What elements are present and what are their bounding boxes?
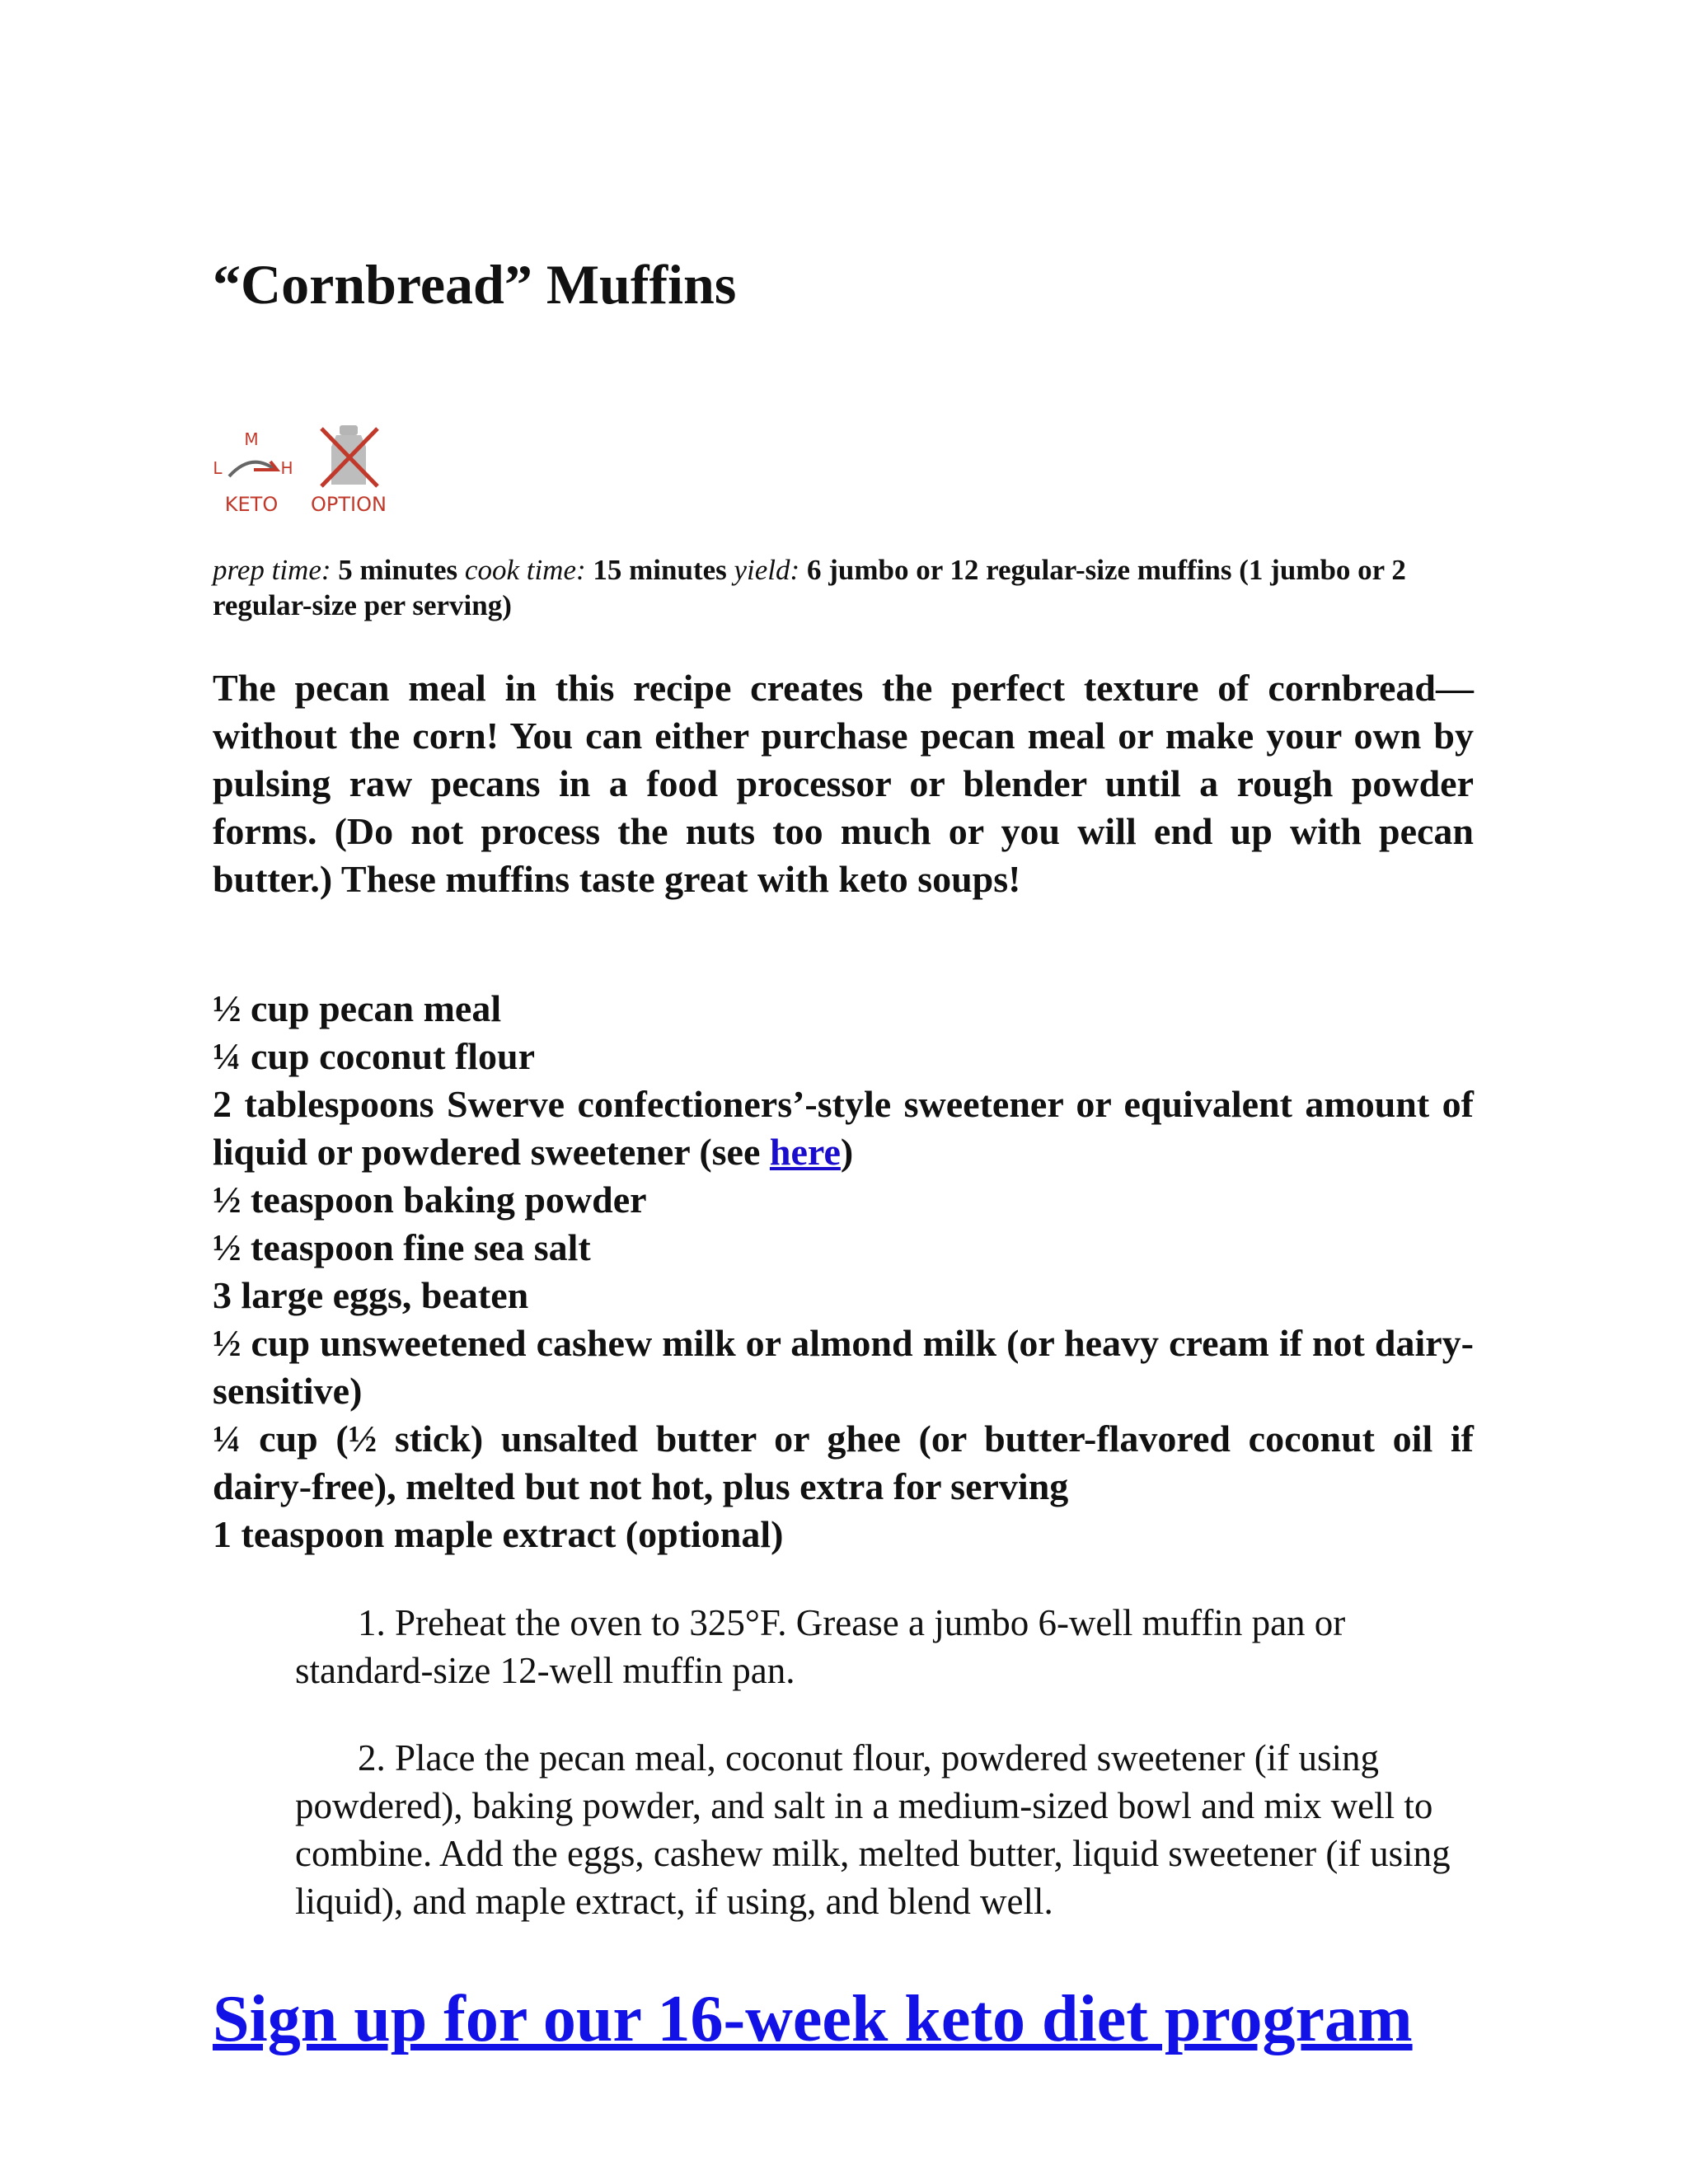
dairy-free-option-icon (303, 420, 394, 491)
recipe-intro: The pecan meal in this recipe creates the perfect texture of cornbread—without the corn! You can either purchase pecan meal or make your own by pulsing raw pecans in a food processor or blender until a rough powder forms. (Do not process the nuts too much or you will end up with pecan butter.) These muffins taste great with keto soups! (213, 667, 1474, 900)
instruction-step: 1. Preheat the oven to 325°F. Grease a jumbo 6-well muffin pan or standard-size 12-well muffin pan. (295, 1602, 1346, 1691)
option-badge (303, 420, 394, 519)
ingredient-item: ½ teaspoon baking powder (213, 1179, 647, 1221)
gauge-letter-low: L (213, 458, 223, 478)
prep-time-value: 5 minutes (338, 554, 458, 586)
keto-program-signup-link[interactable]: Sign up for our 16-week keto diet program (213, 1983, 1413, 2055)
cook-time-value: 15 minutes (593, 554, 727, 586)
gauge-letter-medium: M (244, 429, 259, 449)
option-badge-label: OPTION (311, 493, 387, 516)
recipe-meta (213, 552, 1474, 623)
ingredient-item: ¼ cup coconut flour (213, 1035, 535, 1077)
ingredient-item: 1 teaspoon maple extract (optional) (213, 1513, 784, 1555)
ingredient-item: 3 large eggs, beaten (213, 1274, 529, 1316)
ingredient-text-after: ) (840, 1131, 854, 1173)
ingredient-item: ½ teaspoon fine sea salt (213, 1226, 591, 1268)
instruction-step: 2. Place the pecan meal, coconut flour, powdered sweetener (if using powdered), baking powder, and salt in a medium-sized bowl and mix well to combine. Add the eggs, cashew milk, melted butter, liquid sweetener (if using liquid), and maple extract, if using, and blend well. (295, 1737, 1451, 1922)
sweetener-here-link[interactable]: here (769, 1131, 841, 1173)
ingredient-item (213, 1080, 1474, 1176)
recipe-badges (206, 420, 396, 519)
gauge-letter-high: H (280, 458, 293, 478)
yield-label: yield: (734, 554, 800, 586)
ingredient-list (213, 985, 1474, 1558)
keto-badge (206, 420, 297, 519)
keto-badge-label: KETO (224, 493, 279, 516)
prep-time-label: prep time: (213, 554, 331, 586)
cook-time-label: cook time: (464, 554, 586, 586)
ingredient-item: ½ cup pecan meal (213, 987, 502, 1029)
ingredient-item: ¼ cup (½ stick) unsalted butter or ghee (or butter-flavored coconut oil if dairy-free), melted but not hot, plus extra for serving (213, 1418, 1474, 1507)
instruction-steps (295, 1599, 1474, 1965)
recipe-title: “Cornbread” Muffins (213, 253, 737, 316)
keto-level-gauge-icon (206, 420, 297, 491)
yield-value: 6 jumbo or 12 regular-size muffins (1 jumbo or 2 regular-size per serving) (213, 554, 1406, 621)
ingredient-text: 2 tablespoons Swerve confectioners’-style sweetener or equivalent amount of liquid or powdered sweetener (see (213, 1083, 1474, 1173)
ingredient-item: ½ cup unsweetened cashew milk or almond milk (or heavy cream if not dairy-sensitive) (213, 1322, 1474, 1412)
